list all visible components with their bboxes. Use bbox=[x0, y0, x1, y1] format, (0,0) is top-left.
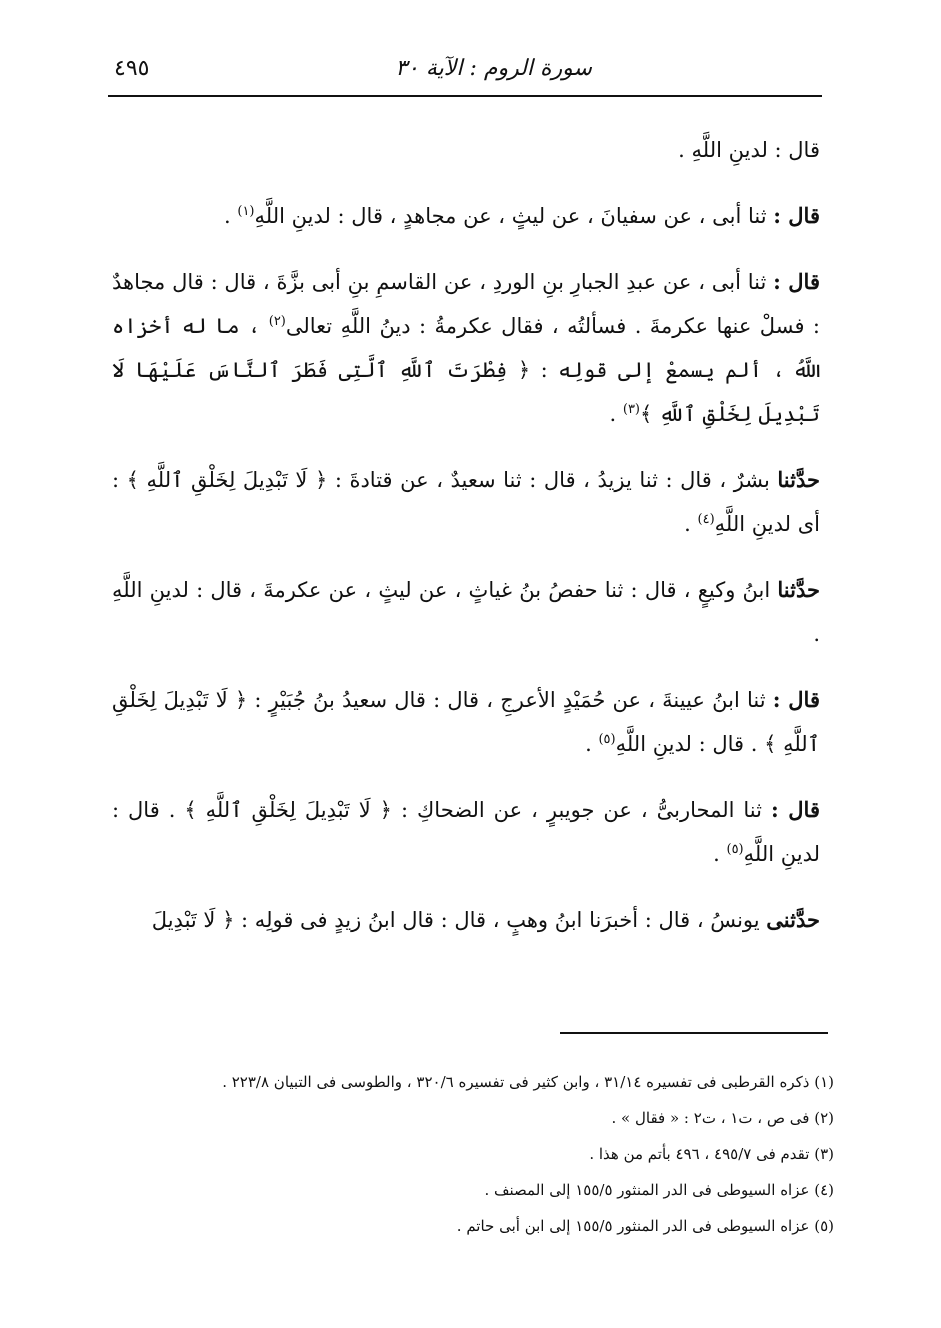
page-header bbox=[108, 50, 822, 94]
footnote: (٤) عزاه السيوطى فى الدر المنثور ١٥٥/٥ إلى المصنف . bbox=[484, 1181, 834, 1199]
paragraph-text: بشرٌ ، قال : ثنا يزيدُ ، قال : ثنا سعيدٌ ، عن قتادةَ : ﴿ لَا تَبْدِيلَ لِخَلْقِ ٱللَّهِ ﴾ : أى لدينِ اللَّهِ bbox=[112, 468, 820, 536]
paragraph-lead: قال : bbox=[773, 203, 820, 228]
footnote: (١) ذكره القرطبى فى تفسيره ٣١/١٤ ، وابن كثير فى تفسيره ٣٢٠/٦ ، والطوسى فى التبيان ٢٢٣/٨ . bbox=[222, 1073, 834, 1091]
paragraph bbox=[112, 898, 820, 942]
footnote-ref[interactable]: (٣) bbox=[622, 402, 640, 417]
footnote: (٢) فى ص ، ت١ ، ت٢ : « فقال » . bbox=[611, 1109, 834, 1127]
paragraph-end: . bbox=[585, 732, 599, 756]
main-text bbox=[112, 128, 820, 964]
paragraph-text: ثنا أبى ، عن عبدِ الجبارِ بنِ الوردِ ، عن القاسمِ بنِ أبى بزَّةَ ، قال : قال مجاهدٌ : فسلْ عنها عكرمةَ . فسألتُه ، فقال عكرمةُ : دينُ اللَّهِ تعالى bbox=[112, 270, 820, 338]
paragraph bbox=[112, 568, 820, 656]
paragraph-text-cont: ، ما له أخزاه اللَّهُ ، ألم يسمعْ إلى قولِه : ﴿ فِطْرَتَ ٱللَّهِ ٱلَّتِى فَطَرَ ٱلنَّاسَ عَلَيْهَا لَا تَبْدِيلَ لِخَلْقِ ٱللَّهِ ﴾ bbox=[112, 314, 820, 426]
page-number: ٤٩٥ bbox=[114, 56, 150, 81]
footnote-ref[interactable]: (٥) bbox=[598, 732, 616, 747]
paragraph-text: قال : لدينِ اللَّهِ . bbox=[678, 138, 820, 162]
footnote: (٥) عزاه السيوطى فى الدر المنثور ١٥٥/٥ إلى ابن أبى حاتم . bbox=[456, 1217, 834, 1235]
paragraph bbox=[112, 260, 820, 436]
paragraph-text: ثنا المحاربىُّ ، عن جويبرٍ ، عن الضحاكِ : ﴿ لَا تَبْدِيلَ لِخَلْقِ ٱللَّهِ ﴾ . قال : لدينِ اللَّهِ bbox=[112, 798, 820, 866]
paragraph-end: . bbox=[224, 204, 238, 228]
paragraph-lead: قال : bbox=[773, 269, 820, 294]
footnote: (٣) تقدم فى ٤٩٥/٧ ، ٤٩٦ بأتم من هذا . bbox=[589, 1145, 834, 1163]
paragraph-lead: قال : bbox=[772, 687, 820, 712]
paragraph-end: . bbox=[713, 842, 727, 866]
paragraph-lead: حدَّثنا bbox=[777, 467, 820, 492]
paragraph bbox=[112, 128, 820, 172]
header-rule bbox=[108, 95, 822, 97]
paragraph-text: يونسُ ، قال : أخبرَنا ابنُ وهبٍ ، قال : قال ابنُ زيدٍ فى قولِه : ﴿ لَا تَبْدِيلَ bbox=[151, 908, 767, 932]
footnote-ref[interactable]: (١) bbox=[237, 204, 255, 219]
paragraph bbox=[112, 788, 820, 876]
paragraph-lead: قال : bbox=[770, 797, 820, 822]
footnote-ref[interactable]: (٢) bbox=[268, 314, 286, 329]
paragraph bbox=[112, 194, 820, 238]
paragraph-end: . bbox=[684, 512, 698, 536]
paragraph-lead: حدَّثنى bbox=[766, 907, 820, 932]
running-head: سورة الروم : الآية ٣٠ bbox=[395, 56, 592, 81]
paragraph bbox=[112, 678, 820, 766]
paragraph-lead: حدَّثنا bbox=[777, 577, 820, 602]
footnotes bbox=[112, 1064, 834, 1244]
footnote-ref[interactable]: (٥) bbox=[726, 842, 744, 857]
paragraph-end: . bbox=[609, 402, 623, 426]
paragraph-text: ثنا أبى ، عن سفيانَ ، عن ليثٍ ، عن مجاهدٍ ، قال : لدينِ اللَّهِ bbox=[254, 204, 774, 228]
footnote-rule bbox=[560, 1032, 828, 1034]
paragraph-text: ثنا ابنُ عيينةَ ، عن حُمَيْدٍ الأعرجِ ، قال : قال سعيدُ بنُ جُبَيْرٍ : ﴿ لَا تَبْدِيلَ لِخَلْقِ ٱللَّهِ ﴾ . قال : لدينِ اللَّهِ bbox=[112, 688, 820, 756]
paragraph bbox=[112, 458, 820, 546]
paragraph-text: ابنُ وكيعٍ ، قال : ثنا حفصُ بنُ غياثٍ ، عن ليثٍ ، عن عكرمةَ ، قال : لدينِ اللَّهِ . bbox=[112, 578, 820, 646]
footnote-ref[interactable]: (٤) bbox=[697, 512, 715, 527]
